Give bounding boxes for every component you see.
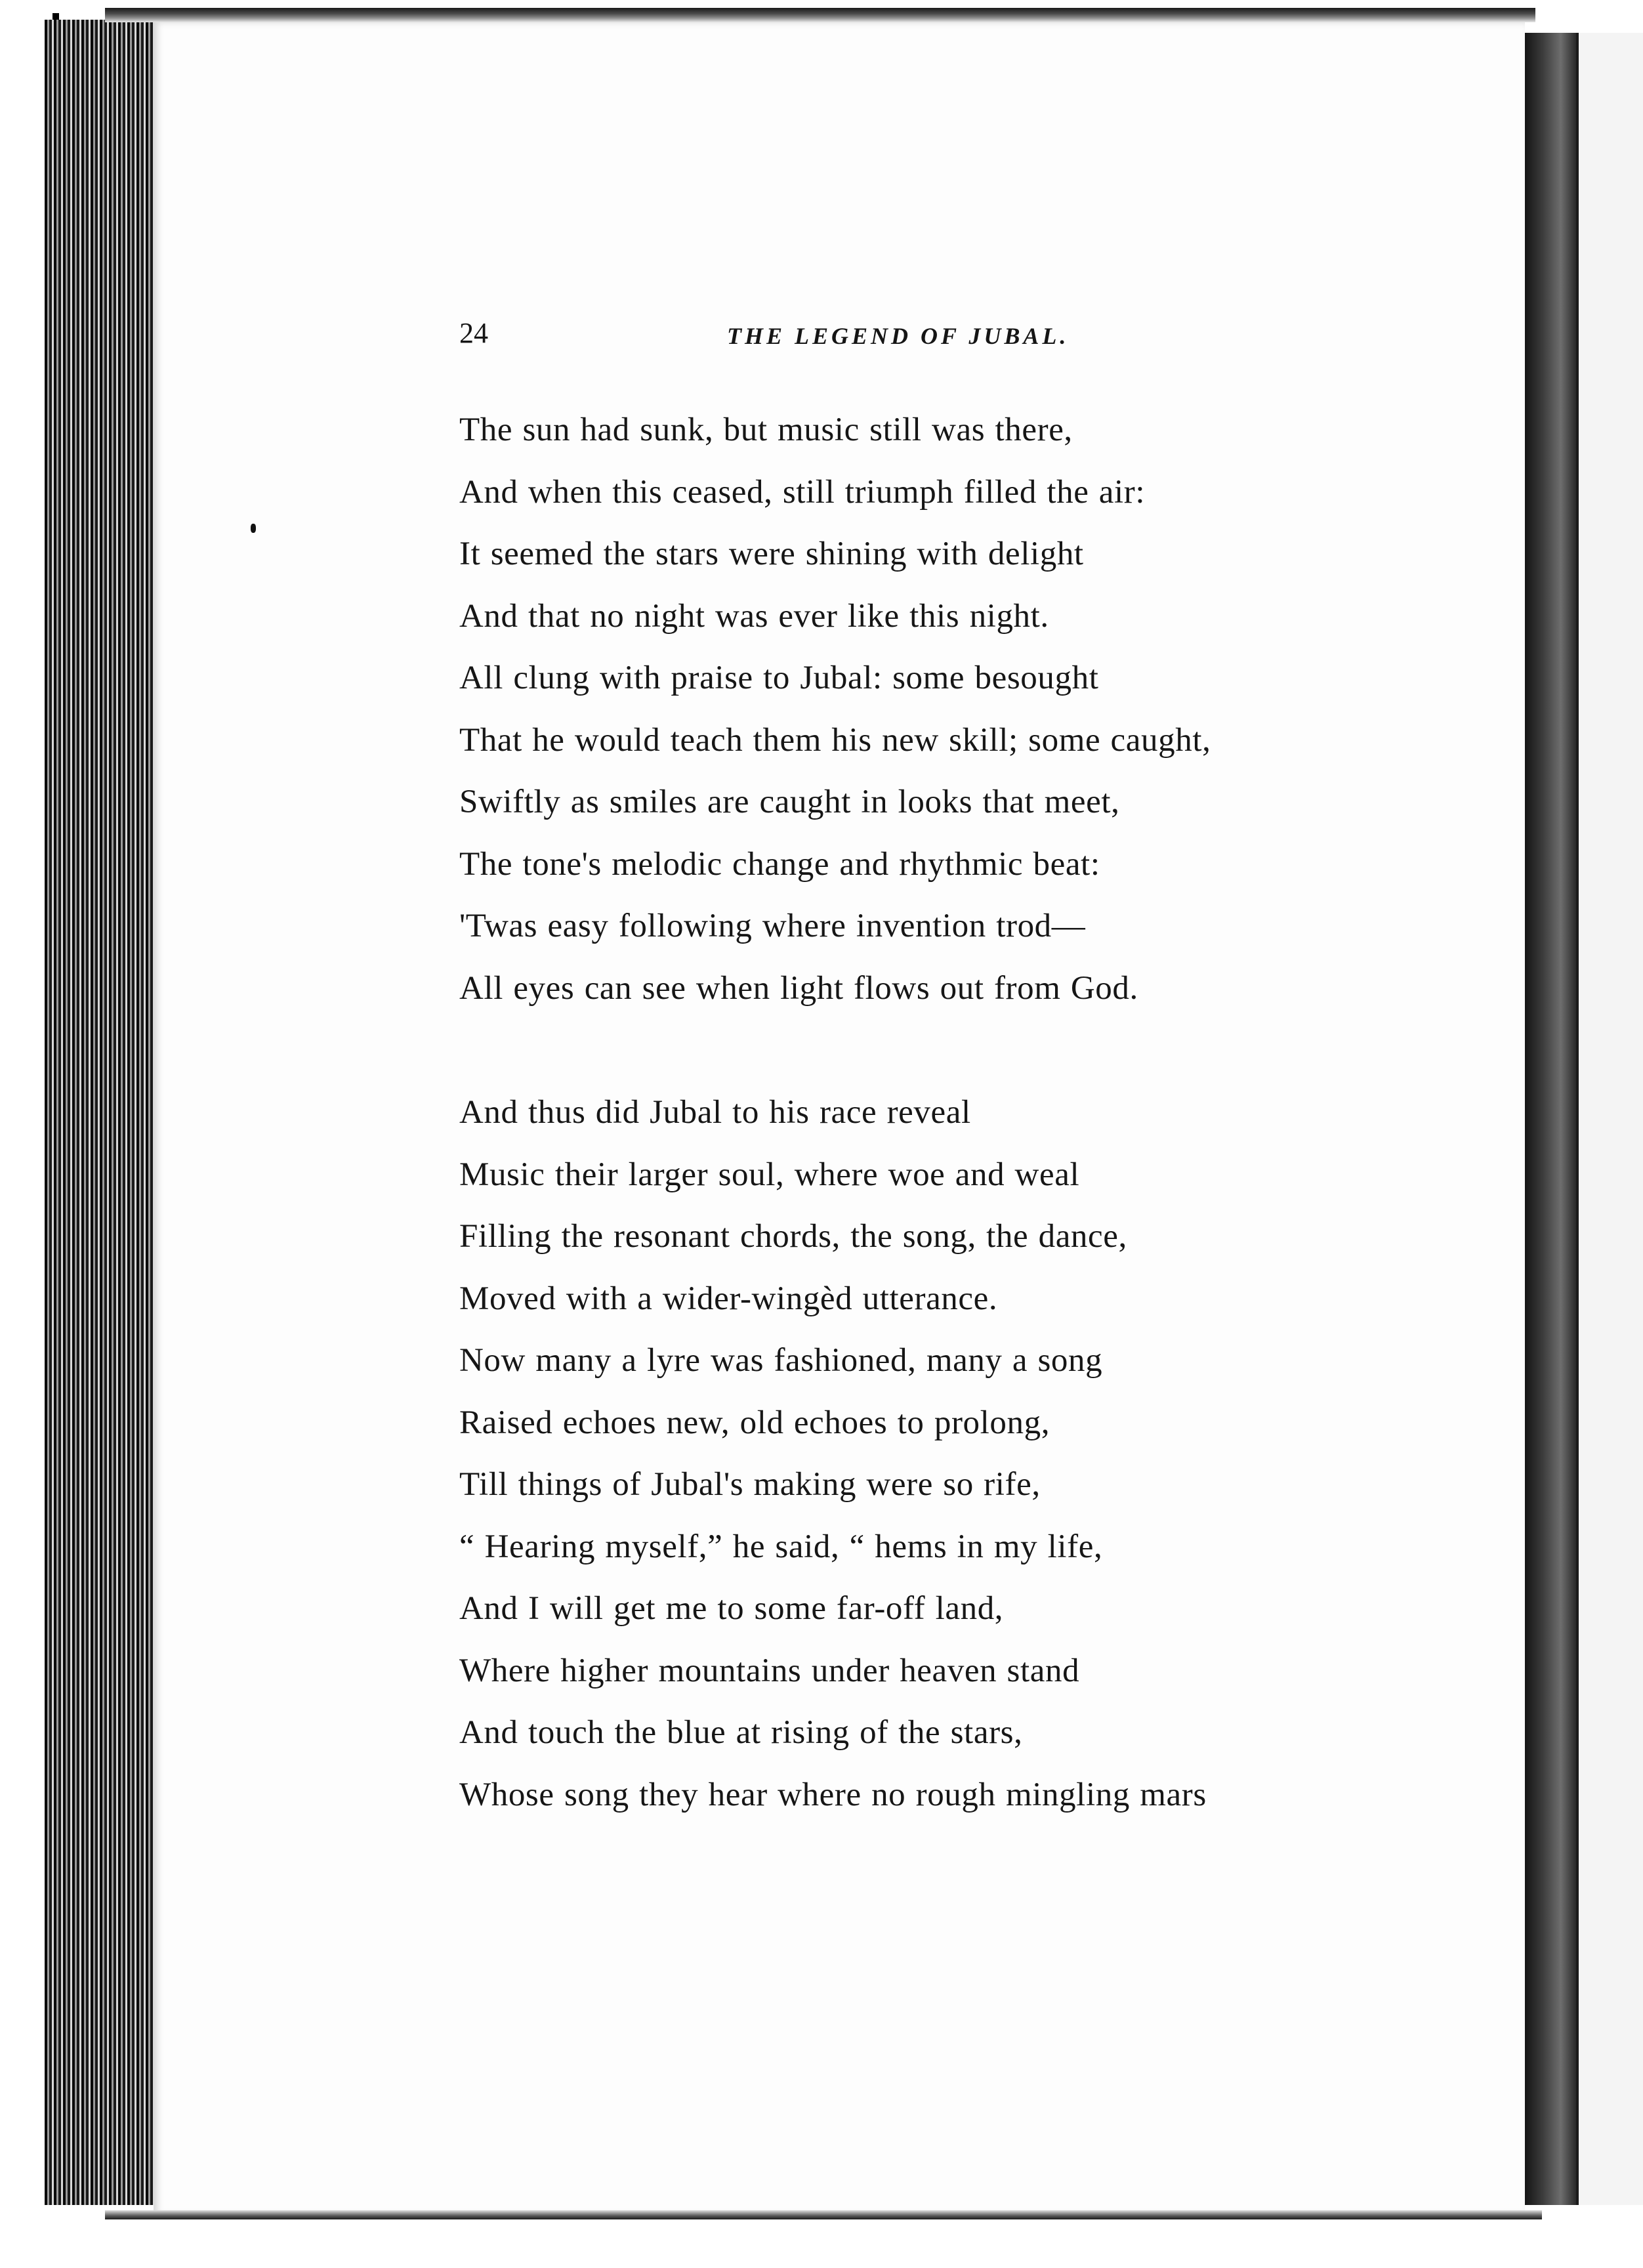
verse-line: Raised echoes new, old echoes to prolong,: [459, 1404, 1050, 1441]
verse-line: That he would teach them his new skill; some caught,: [459, 721, 1211, 759]
stanza: [459, 1082, 1207, 1826]
verse-line: Moved with a wider-wingèd utterance.: [459, 1280, 998, 1317]
page-edge-top: [105, 8, 1535, 22]
verse-line: The tone's melodic change and rhythmic beat:: [459, 845, 1100, 883]
verse-line: And that no night was ever like this night.: [459, 597, 1049, 635]
verse-line: And thus did Jubal to his race reveal: [459, 1094, 971, 1131]
verse-line: And touch the blue at rising of the stars,: [459, 1714, 1023, 1751]
verse-line: Whose song they hear where no rough mingling mars: [459, 1776, 1207, 1813]
page-number: 24: [459, 317, 488, 349]
verse-line: And I will get me to some far-off land,: [459, 1590, 1004, 1627]
verse-line: Filling the resonant chords, the song, the dance,: [459, 1218, 1127, 1255]
page-edge-right: [1525, 33, 1576, 2205]
running-title: THE LEGEND OF JUBAL.: [727, 323, 1070, 349]
verse-line: The sun had sunk, but music still was there,: [459, 411, 1073, 448]
verse-line: And when this ceased, still triumph filled the air:: [459, 473, 1146, 511]
verse-line: It seemed the stars were shining with delight: [459, 536, 1084, 572]
verse-line: Now many a lyre was fashioned, many a song: [459, 1342, 1103, 1379]
verse-line: All clung with praise to Jubal: some besought: [459, 660, 1099, 696]
verse-line: “ Hearing myself,” he said, “ hems in my life,: [459, 1528, 1103, 1565]
verse-line: Music their larger soul, where woe and weal: [459, 1156, 1080, 1193]
ink-speck: [251, 524, 256, 533]
page-edge-bottom: [105, 2210, 1542, 2219]
running-header: [459, 314, 1129, 360]
verse-line: 'Twas easy following where invention trod—: [459, 908, 1086, 944]
verse-line: Where higher mountains under heaven stand: [459, 1652, 1080, 1689]
page-edges-left: [45, 20, 156, 2205]
facing-page-strip: [1576, 33, 1643, 2205]
verse-line: Swiftly as smiles are caught in looks that meet,: [459, 784, 1120, 820]
verse-line: Till things of Jubal's making were so rife,: [459, 1466, 1041, 1503]
verse-line: All eyes can see when light flows out from God.: [459, 969, 1138, 1007]
stanza: [459, 399, 1211, 1019]
